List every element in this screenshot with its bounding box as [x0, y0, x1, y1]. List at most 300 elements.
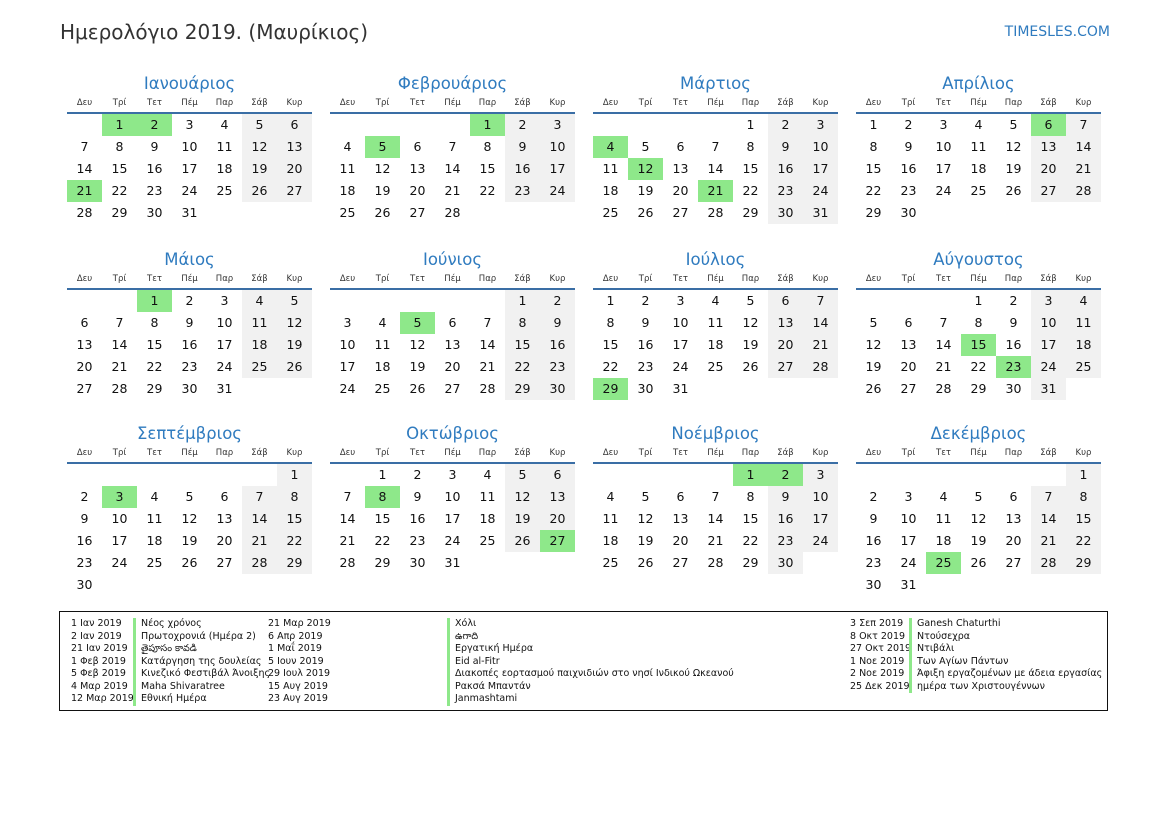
holiday-names-column — [133, 618, 270, 706]
weekday-label: Σάβ — [1040, 448, 1057, 458]
day-cell: 20 — [216, 533, 233, 548]
day-cell: 15 — [146, 337, 163, 352]
day-cell: 22 — [479, 183, 496, 198]
day-cell: 27 — [76, 381, 93, 396]
weekday-label: Σάβ — [514, 448, 531, 458]
page-title: Ημερολόγιο 2019. (Μαυρίκιος) — [60, 20, 368, 44]
day-cell: 28 — [76, 205, 93, 220]
day-cell: 12 — [1005, 139, 1022, 154]
day-cell: 14 — [935, 337, 952, 352]
day-cell: 1 — [746, 117, 755, 132]
day-cell: 17 — [444, 511, 461, 526]
day-cell: 6 — [448, 315, 457, 330]
day-cell: 1 — [869, 117, 878, 132]
day-cell: 31 — [181, 205, 198, 220]
day-cell: 24 — [216, 359, 233, 374]
day-cell: 14 — [111, 337, 128, 352]
day-cell: 17 — [935, 161, 952, 176]
day-cell: 6 — [676, 139, 685, 154]
empty-cell — [67, 290, 102, 312]
weekday-label: Σάβ — [1040, 274, 1057, 284]
empty-cell — [996, 464, 1031, 486]
day-cell: 24 — [935, 183, 952, 198]
holiday-day-cell: 6 — [1031, 114, 1066, 136]
day-cell: 22 — [374, 533, 391, 548]
day-grid — [330, 114, 575, 224]
weekday-label: Κυρ — [286, 448, 303, 458]
day-cell: 4 — [606, 489, 615, 504]
weekday-label: Πέμ — [181, 274, 198, 284]
day-cell: 10 — [900, 511, 917, 526]
day-cell: 26 — [637, 205, 654, 220]
day-cell: 4 — [242, 290, 277, 312]
empty-cell — [961, 464, 996, 486]
empty-cell — [926, 290, 961, 312]
empty-cell — [330, 290, 365, 312]
day-cell: 25 — [602, 555, 619, 570]
day-cell: 19 — [374, 183, 391, 198]
day-grid — [67, 290, 312, 400]
day-cell: 9 — [540, 312, 575, 334]
weekday-label: Σάβ — [514, 98, 531, 108]
holiday-day-cell: 21 — [67, 180, 102, 202]
day-grid — [856, 114, 1101, 224]
day-cell: 6 — [676, 489, 685, 504]
weekday-header — [330, 271, 575, 290]
day-cell: 29 — [865, 205, 882, 220]
day-cell: 12 — [865, 337, 882, 352]
day-cell: 27 — [672, 205, 689, 220]
day-cell: 7 — [803, 290, 838, 312]
day-cell: 22 — [277, 530, 312, 552]
holiday-name: Κατάργηση της δουλείας — [133, 656, 270, 669]
day-cell: 14 — [1031, 508, 1066, 530]
day-cell: 2 — [505, 114, 540, 136]
weekday-label: Παρ — [478, 98, 497, 108]
holiday-day-cell: 8 — [365, 486, 400, 508]
day-cell: 31 — [216, 381, 233, 396]
day-cell: 1 — [974, 293, 983, 308]
day-cell: 20 — [900, 359, 917, 374]
weekday-label: Σάβ — [251, 98, 268, 108]
day-cell: 1 — [505, 290, 540, 312]
day-cell: 10 — [1031, 312, 1066, 334]
day-cell: 9 — [185, 315, 194, 330]
day-cell: 11 — [1066, 312, 1101, 334]
month-name: Σεπτέμβριος — [137, 424, 242, 443]
day-cell: 27 — [277, 180, 312, 202]
holiday-name: Ganesh Chaturthi — [909, 618, 1102, 631]
weekday-label: Τρί — [375, 448, 390, 458]
holiday-day-cell: 12 — [628, 158, 663, 180]
day-cell: 9 — [904, 139, 913, 154]
empty-cell — [365, 114, 400, 136]
weekday-label: Πέμ — [444, 448, 461, 458]
weekday-label: Δευ — [339, 98, 356, 108]
day-cell: 4 — [378, 315, 387, 330]
empty-cell — [663, 114, 698, 136]
day-cell: 2 — [768, 114, 803, 136]
day-cell: 4 — [150, 489, 159, 504]
day-cell: 18 — [602, 533, 619, 548]
day-cell: 21 — [707, 533, 724, 548]
day-cell: 11 — [707, 315, 724, 330]
weekday-label: Πέμ — [181, 98, 198, 108]
weekday-label: Κυρ — [812, 98, 829, 108]
day-cell: 26 — [742, 359, 759, 374]
weekday-label: Τετ — [936, 98, 951, 108]
empty-cell — [926, 464, 961, 486]
holiday-date: 21 Μαρ 2019 — [268, 618, 331, 629]
empty-cell — [400, 114, 435, 136]
day-cell: 31 — [672, 381, 689, 396]
empty-cell — [856, 464, 891, 486]
day-cell: 27 — [672, 555, 689, 570]
day-cell: 8 — [974, 315, 983, 330]
month-calendar — [330, 423, 575, 574]
empty-cell — [470, 290, 505, 312]
day-grid — [67, 114, 312, 224]
day-cell: 24 — [900, 555, 917, 570]
holiday-date: 2 Νοε 2019 — [850, 668, 905, 679]
day-cell: 23 — [540, 356, 575, 378]
holiday-date: 25 Δεκ 2019 — [850, 680, 910, 692]
day-cell: 1 — [277, 464, 312, 486]
weekday-label: Παρ — [741, 98, 760, 108]
day-cell: 11 — [935, 511, 952, 526]
day-cell: 15 — [1066, 508, 1101, 530]
day-cell: 9 — [80, 511, 89, 526]
day-cell: 14 — [76, 161, 93, 176]
holiday-day-cell: 25 — [926, 552, 961, 574]
day-cell: 13 — [672, 511, 689, 526]
holiday-date: 8 Οκτ 2019 — [850, 630, 906, 642]
month-name: Μάρτιος — [680, 74, 751, 93]
holiday-name: Εθνική Ημέρα — [133, 693, 270, 706]
day-cell: 12 — [181, 511, 198, 526]
weekday-label: Τετ — [410, 274, 425, 284]
day-cell: 7 — [343, 489, 352, 504]
day-cell: 13 — [216, 511, 233, 526]
day-cell: 17 — [216, 337, 233, 352]
holiday-day-cell: 2 — [768, 464, 803, 486]
weekday-label: Τετ — [147, 448, 162, 458]
weekday-label: Τετ — [147, 98, 162, 108]
weekday-label: Τετ — [936, 274, 951, 284]
empty-cell — [330, 464, 365, 486]
empty-cell — [1031, 464, 1066, 486]
day-cell: 10 — [111, 511, 128, 526]
holiday-name: Εργατική Ημέρα — [447, 643, 734, 656]
empty-cell — [102, 290, 137, 312]
day-cell: 30 — [540, 378, 575, 400]
holiday-name: Νέος χρόνος — [133, 618, 270, 631]
day-cell: 22 — [865, 183, 882, 198]
empty-cell — [628, 114, 663, 136]
day-cell: 4 — [220, 117, 229, 132]
day-cell: 8 — [869, 139, 878, 154]
day-cell: 30 — [146, 205, 163, 220]
weekday-header — [856, 95, 1101, 114]
weekday-label: Παρ — [1004, 98, 1023, 108]
day-cell: 26 — [374, 205, 391, 220]
holiday-date: 23 Αυγ 2019 — [268, 693, 328, 704]
weekday-label: Κυρ — [286, 98, 303, 108]
weekday-header — [593, 95, 838, 114]
day-cell: 28 — [707, 205, 724, 220]
holiday-date: 6 Απρ 2019 — [268, 630, 323, 642]
empty-cell — [891, 290, 926, 312]
day-grid — [856, 464, 1101, 596]
day-cell: 7 — [242, 486, 277, 508]
day-cell: 15 — [479, 161, 496, 176]
day-cell: 11 — [970, 139, 987, 154]
day-cell: 14 — [707, 161, 724, 176]
weekday-label: Τετ — [673, 98, 688, 108]
empty-cell — [400, 290, 435, 312]
day-cell: 19 — [409, 359, 426, 374]
day-cell: 21 — [444, 183, 461, 198]
day-cell: 26 — [277, 356, 312, 378]
day-cell: 25 — [146, 555, 163, 570]
day-cell: 22 — [970, 359, 987, 374]
day-cell: 31 — [444, 555, 461, 570]
month-name: Ιούλιος — [685, 250, 746, 269]
day-cell: 8 — [746, 489, 755, 504]
day-cell: 29 — [374, 555, 391, 570]
empty-cell — [628, 464, 663, 486]
day-cell: 30 — [768, 552, 803, 574]
holiday-date: 12 Μαρ 2019 — [71, 693, 134, 704]
day-grid — [593, 464, 838, 574]
weekday-label: Κυρ — [286, 274, 303, 284]
weekday-label: Παρ — [478, 274, 497, 284]
weekday-header — [330, 95, 575, 114]
day-cell: 30 — [768, 202, 803, 224]
day-cell: 17 — [1031, 334, 1066, 356]
holiday-name: ఉగాది — [447, 631, 734, 644]
day-cell: 26 — [637, 555, 654, 570]
weekday-label: Πέμ — [970, 274, 987, 284]
day-cell: 15 — [865, 161, 882, 176]
day-cell: 19 — [277, 334, 312, 356]
day-cell: 21 — [803, 334, 838, 356]
weekday-label: Κυρ — [1075, 448, 1092, 458]
day-cell: 23 — [768, 530, 803, 552]
day-cell: 2 — [185, 293, 194, 308]
holiday-name: Διακοπές εορτασμού παιχνιδιών στο νησί Ινδικού Ωκεανού — [447, 668, 734, 681]
weekday-label: Τρί — [375, 274, 390, 284]
holiday-day-cell: 27 — [540, 530, 575, 552]
day-cell: 11 — [216, 139, 233, 154]
day-cell: 24 — [339, 381, 356, 396]
day-cell: 26 — [242, 180, 277, 202]
day-cell: 13 — [444, 337, 461, 352]
day-cell: 5 — [641, 489, 650, 504]
day-cell: 26 — [181, 555, 198, 570]
month-name: Ιούνιος — [422, 250, 483, 269]
day-cell: 2 — [80, 489, 89, 504]
day-cell: 24 — [540, 180, 575, 202]
day-cell: 18 — [707, 337, 724, 352]
day-cell: 7 — [115, 315, 124, 330]
day-cell: 25 — [602, 205, 619, 220]
empty-cell — [593, 464, 628, 486]
day-cell: 13 — [1005, 511, 1022, 526]
month-calendar — [856, 249, 1101, 400]
day-grid — [330, 464, 575, 574]
day-cell: 21 — [1031, 530, 1066, 552]
day-cell: 29 — [277, 552, 312, 574]
day-cell: 2 — [1009, 293, 1018, 308]
holiday-name: Χόλι — [447, 618, 734, 631]
day-cell: 18 — [374, 359, 391, 374]
day-cell: 20 — [1005, 533, 1022, 548]
weekday-label: Τρί — [112, 448, 127, 458]
weekday-label: Πέμ — [181, 448, 198, 458]
month-calendar — [330, 249, 575, 400]
day-cell: 4 — [939, 489, 948, 504]
day-cell: 26 — [1005, 183, 1022, 198]
day-cell: 1 — [606, 293, 615, 308]
weekday-label: Δευ — [602, 274, 619, 284]
day-cell: 26 — [505, 530, 540, 552]
day-cell: 23 — [768, 180, 803, 202]
weekday-label: Τετ — [936, 448, 951, 458]
day-cell: 3 — [185, 117, 194, 132]
day-cell: 13 — [768, 312, 803, 334]
day-cell: 5 — [1009, 117, 1018, 132]
day-cell: 5 — [746, 293, 755, 308]
day-cell: 31 — [1031, 378, 1066, 400]
day-cell: 14 — [803, 312, 838, 334]
day-cell: 4 — [1066, 290, 1101, 312]
day-cell: 13 — [672, 161, 689, 176]
day-cell: 27 — [1031, 180, 1066, 202]
day-cell: 25 — [374, 381, 391, 396]
day-cell: 3 — [343, 315, 352, 330]
holiday-name: Άφιξη εργαζομένων με άδεια εργασίας — [909, 668, 1102, 681]
holiday-day-cell: 3 — [102, 486, 137, 508]
day-cell: 20 — [409, 183, 426, 198]
day-cell: 3 — [676, 293, 685, 308]
day-cell: 12 — [505, 486, 540, 508]
day-cell: 16 — [505, 158, 540, 180]
day-cell: 8 — [483, 139, 492, 154]
holiday-date: 3 Σεπ 2019 — [850, 618, 904, 629]
day-cell: 22 — [505, 356, 540, 378]
empty-cell — [891, 464, 926, 486]
site-link[interactable]: TIMESLES.COM — [1004, 24, 1110, 40]
weekday-label: Σάβ — [777, 448, 794, 458]
holiday-name: Πρωτοχρονιά (Ημέρα 2) — [133, 631, 270, 644]
day-cell: 12 — [637, 511, 654, 526]
month-calendar — [593, 73, 838, 224]
weekday-label: Παρ — [1004, 448, 1023, 458]
day-cell: 7 — [711, 489, 720, 504]
weekday-label: Τετ — [410, 448, 425, 458]
day-cell: 7 — [448, 139, 457, 154]
month-calendar — [593, 423, 838, 574]
holiday-dates-column — [71, 618, 134, 706]
day-cell: 16 — [768, 158, 803, 180]
day-cell: 12 — [970, 511, 987, 526]
day-cell: 25 — [216, 183, 233, 198]
weekday-label: Κυρ — [1075, 274, 1092, 284]
day-cell: 28 — [339, 555, 356, 570]
holiday-day-cell: 5 — [365, 136, 400, 158]
holiday-name: Ντιβάλι — [909, 643, 1102, 656]
day-cell: 5 — [974, 489, 983, 504]
day-cell: 30 — [409, 555, 426, 570]
day-cell: 22 — [1066, 530, 1101, 552]
day-cell: 7 — [80, 139, 89, 154]
weekday-header — [67, 271, 312, 290]
weekday-label: Τρί — [901, 274, 916, 284]
empty-cell — [435, 290, 470, 312]
day-cell: 16 — [76, 533, 93, 548]
empty-cell — [593, 114, 628, 136]
day-cell: 10 — [181, 139, 198, 154]
day-cell: 11 — [242, 312, 277, 334]
holiday-name: Eid al-Fitr — [447, 656, 734, 669]
day-cell: 13 — [1031, 136, 1066, 158]
day-cell: 9 — [413, 489, 422, 504]
day-cell: 8 — [606, 315, 615, 330]
holiday-date: 1 Φεβ 2019 — [71, 655, 126, 667]
weekday-header — [856, 271, 1101, 290]
holiday-dates-column — [268, 618, 331, 706]
day-cell: 4 — [711, 293, 720, 308]
weekday-label: Σάβ — [251, 274, 268, 284]
day-cell: 1 — [378, 467, 387, 482]
day-cell: 11 — [339, 161, 356, 176]
empty-cell — [67, 464, 102, 486]
weekday-label: Σάβ — [777, 98, 794, 108]
day-cell: 20 — [1031, 158, 1066, 180]
holiday-date: 1 Μαΐ 2019 — [268, 643, 322, 654]
day-cell: 25 — [242, 356, 277, 378]
day-cell: 12 — [277, 312, 312, 334]
day-cell: 17 — [672, 337, 689, 352]
day-cell: 30 — [1005, 381, 1022, 396]
day-cell: 4 — [483, 467, 492, 482]
day-cell: 30 — [76, 577, 93, 592]
day-cell: 3 — [803, 114, 838, 136]
day-cell: 9 — [869, 511, 878, 526]
day-cell: 10 — [803, 136, 838, 158]
day-cell: 8 — [746, 139, 755, 154]
month-name: Μάιος — [164, 250, 215, 269]
day-cell: 7 — [483, 315, 492, 330]
holiday-date: 1 Νοε 2019 — [850, 655, 905, 667]
day-cell: 30 — [637, 381, 654, 396]
day-cell: 11 — [479, 489, 496, 504]
day-cell: 7 — [1066, 114, 1101, 136]
day-cell: 25 — [339, 205, 356, 220]
weekday-label: Σάβ — [251, 448, 268, 458]
weekday-label: Πέμ — [707, 448, 724, 458]
day-cell: 23 — [505, 180, 540, 202]
weekday-label: Δευ — [339, 274, 356, 284]
day-cell: 28 — [479, 381, 496, 396]
day-cell: 24 — [803, 180, 838, 202]
day-cell: 15 — [111, 161, 128, 176]
day-cell: 16 — [409, 511, 426, 526]
day-cell: 23 — [900, 183, 917, 198]
day-cell: 5 — [641, 139, 650, 154]
day-cell: 28 — [935, 381, 952, 396]
